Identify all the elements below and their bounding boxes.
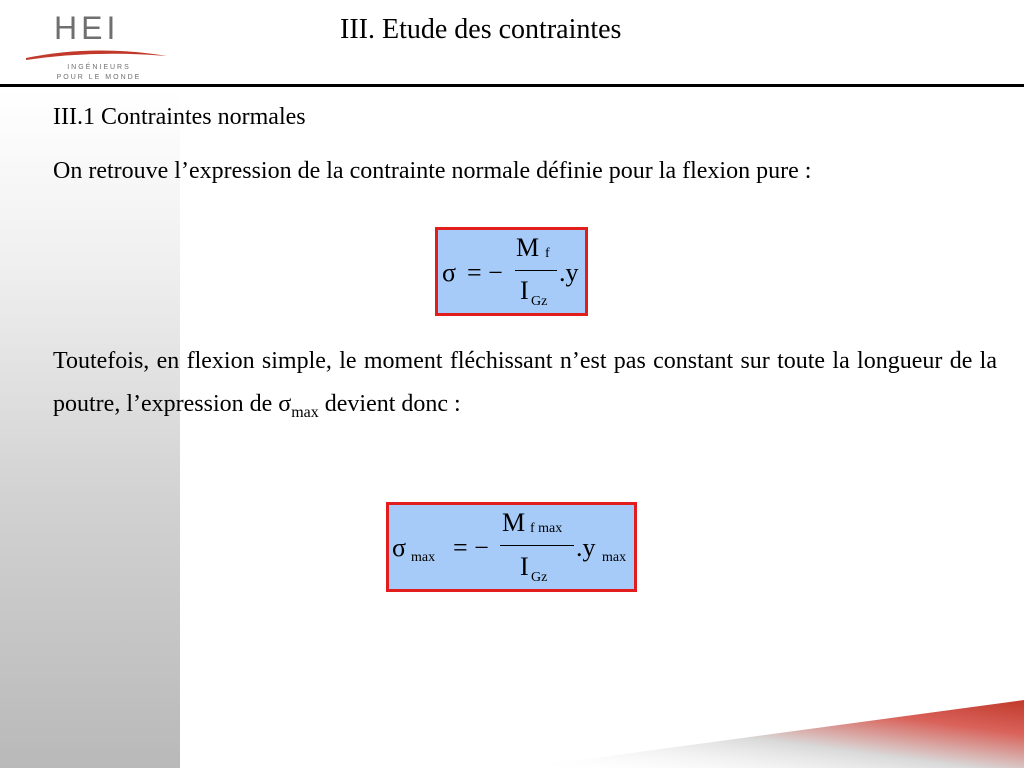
paragraph-simple-bending [53,340,997,434]
hei-logo [24,8,174,80]
formula1-denominator: I [520,276,529,305]
paragraph2-text: Toutefois, en flexion simple, le moment fléchissant n’est pas constant sur toute la longueur de la poutre, l’expression de [53,348,997,417]
formula1-numerator-sub: f [545,246,550,261]
formula1-fraction-bar [515,270,557,271]
logo-tagline-2: POUR LE MONDE [56,74,142,81]
formula2-numerator-sub: f max [530,521,563,536]
formula1-equals-minus: = − [467,258,503,287]
formula2-equals-minus: = − [453,533,489,562]
logo-swoosh-icon [24,46,169,62]
formula1-denominator-sub: Gz [531,294,548,309]
formula2-denominator-sub: Gz [531,570,548,585]
formula2-sigma: σ [392,533,407,562]
formula2-sigma-sub: max [411,550,436,565]
formula2-numerator: M [502,508,526,537]
formula-simple-bending-max [386,502,637,592]
header-divider [0,84,1024,87]
logo-wordmark: HEI [54,10,120,46]
formula2-fraction-bar [500,545,574,546]
formula2-denominator: I [520,552,529,581]
formula2-tail: .y [576,533,596,562]
paragraph-intro: On retrouve l’expression de la contrainte normale définie pour la flexion pure : [53,158,812,184]
paragraph2-sigma-sub: max [291,403,319,421]
formula1-sigma: σ [442,258,457,287]
formula1-tail: .y [559,258,579,287]
formula2-tail-sub: max [602,550,627,565]
paragraph2-sigma: σ [278,391,292,417]
section-subheading: III.1 Contraintes normales [53,104,306,130]
slide-title: III. Etude des contraintes [340,14,622,45]
formula1-numerator: M [516,233,540,262]
logo-tagline-1: INGÉNIEURS [67,64,131,71]
formula-pure-bending [435,227,588,316]
paragraph2-text-end: devient donc : [318,391,461,417]
